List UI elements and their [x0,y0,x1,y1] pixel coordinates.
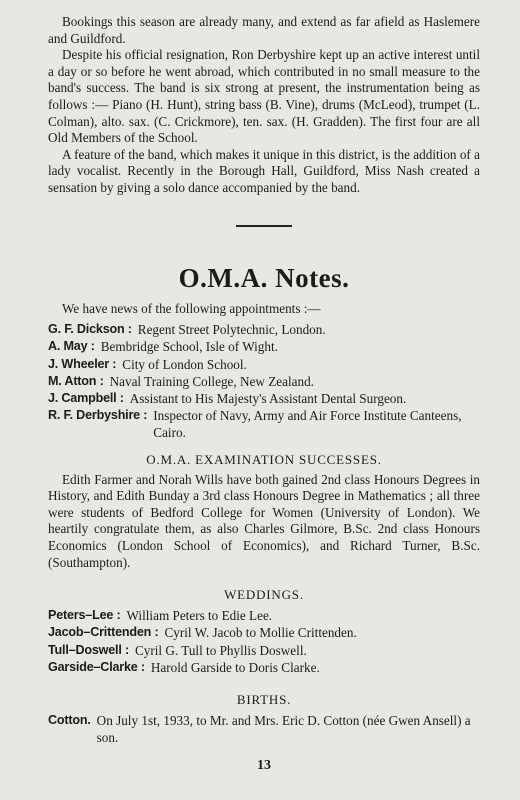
notes-title: O.M.A. Notes. [178,262,350,293]
weddings-list [48,607,480,676]
wedding-text: Cyril W. Jacob to Mollie Crittenden. [164,625,357,641]
wedding-couple: Tull–Doswell : [48,642,129,657]
appointment-entry [48,390,480,407]
wedding-entry [48,642,480,659]
appointments-list [48,321,480,441]
wedding-text: Harold Garside to Doris Clarke. [150,659,320,675]
paragraph-bookings: Bookings this season are already many, and extend as far afield as Haslemere and Guildford. [48,14,480,46]
weddings-heading: WEDDINGS. [224,587,304,603]
exams-heading: O.M.A. EXAMINATION SUCCESSES. [146,451,382,467]
appointment-text: Assistant to His Majesty's Assistant Dental Surgeon. [129,390,407,406]
wedding-entry [48,624,480,641]
appointment-entry [48,407,480,441]
appointee-name: M. Atton : [48,373,104,388]
appointment-entry [48,338,480,355]
appointee-name: R. F. Derbyshire : [48,408,148,423]
wedding-entry [48,659,480,676]
appointment-entry [48,373,480,390]
appointee-name: A. May : [48,339,95,354]
appointment-entry [48,356,480,373]
wedding-couple: Peters–Lee : [48,608,121,623]
section-divider [236,225,292,227]
paragraph-vocalist: A feature of the band, which makes it unique in this district, is the addition of a lady vocalist. Recently in the Borough Hall, Guildford, Miss Nash created a sensation by giving a solo dance accompanied by the band. [48,146,480,195]
exams-paragraph: Edith Farmer and Norah Wills have both gained 2nd class Honours Degrees in History, and Edith Bunday a 3rd class Honours Degree in Mathematics ; all three were students of Bedford College for Women (University of London). We heartily congratulate them, as also Charles Gilmore, B.Sc. 2nd class Honours Economics (London School of Economics), and Richard Turner, B.Sc. (Southampton). [48,471,480,570]
appointee-name: G. F. Dickson : [48,322,132,337]
appointee-name: J. Wheeler : [48,356,117,371]
appointment-text: City of London School. [122,356,247,372]
births-list [48,712,480,746]
wedding-text: William Peters to Edie Lee. [126,608,273,624]
wedding-entry [48,607,480,624]
appointment-text: Inspector of Navy, Army and Air Force Institute Canteens, Cairo. [153,408,462,441]
birth-family-name: Cotton. [48,712,91,727]
appointments-intro: We have news of the following appointments :— [62,300,321,316]
wedding-couple: Jacob–Crittenden : [48,625,159,640]
wedding-text: Cyril G. Tull to Phyllis Doswell. [134,642,307,658]
appointment-text: Naval Training College, New Zealand. [109,373,314,389]
appointee-name: J. Campbell : [48,390,124,405]
paragraph-band-members: Despite his official resignation, Ron Derbyshire kept up an active interest until a day or so before he went abroad, which contributed in no small measure to the band's success. The band is six strong at present, the instrumentation being as follows :— Piano (H. Hunt), string bass (B. Vine), drums (McLeod), trumpet (L. Colman), alto. sax. (C. Crickmore), ten. sax. (H. Gradden). The first four are all Old Members of the School. [48,47,480,146]
appointment-text: Bembridge School, Isle of Wight. [100,339,278,355]
wedding-couple: Garside–Clarke : [48,659,145,674]
births-heading: BIRTHS. [236,691,292,707]
birth-text: On July 1st, 1933, to Mr. and Mrs. Eric D. Cotton (née Gwen Ansell) a son. [96,712,471,746]
birth-entry [48,712,480,746]
appointment-text: Regent Street Polytechnic, London. [137,322,326,338]
appointment-entry [48,321,480,338]
page-number: 13 [257,758,271,774]
